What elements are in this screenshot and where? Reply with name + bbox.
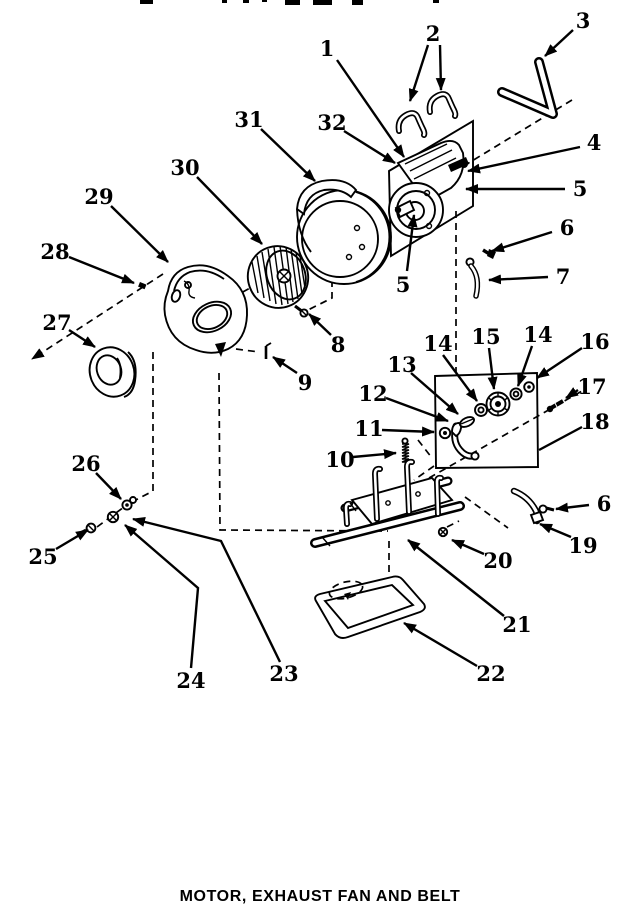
callout-label-7: 7 bbox=[555, 264, 571, 289]
grommet-26 bbox=[122, 497, 136, 510]
callout-label-29: 29 bbox=[84, 184, 114, 209]
callout-leader-24 bbox=[125, 525, 198, 668]
spring-dash bbox=[418, 440, 432, 458]
washer-14-left bbox=[475, 404, 487, 416]
callout-label-1: 1 bbox=[319, 36, 335, 61]
callout-label-6: 6 bbox=[559, 215, 575, 240]
callout-leader-31 bbox=[261, 129, 315, 181]
bolt-17 bbox=[547, 401, 563, 412]
callout-leader-2 bbox=[440, 45, 441, 90]
callout-leader-23 bbox=[133, 519, 280, 662]
motor-illustration bbox=[389, 141, 469, 237]
mounting-clips-illustration bbox=[399, 94, 456, 135]
callout-label-30: 30 bbox=[170, 155, 200, 180]
callout-label-27: 27 bbox=[42, 310, 72, 335]
callout-leader-14 bbox=[518, 346, 532, 386]
callout-label-3: 3 bbox=[575, 8, 591, 33]
callout-label-6: 6 bbox=[596, 491, 612, 516]
felt-ring-illustration bbox=[83, 341, 141, 403]
base-tray-illustration bbox=[315, 576, 425, 638]
callout-label-12: 12 bbox=[358, 381, 388, 406]
callout-leader-9 bbox=[273, 357, 297, 373]
idler-box-illustration bbox=[435, 373, 538, 468]
wire-7 bbox=[471, 266, 477, 296]
screw-6-lower bbox=[539, 505, 554, 512]
callout-leader-6 bbox=[556, 505, 589, 509]
callout-leader-3 bbox=[545, 30, 573, 56]
callout-leader-12 bbox=[386, 398, 448, 421]
grommet-23-24 bbox=[108, 512, 118, 522]
callout-label-22: 22 bbox=[476, 661, 506, 686]
figure-caption: MOTOR, EXHAUST FAN AND BELT bbox=[179, 888, 461, 905]
hose-19 bbox=[514, 491, 543, 523]
callout-label-28: 28 bbox=[40, 239, 70, 264]
screw-8 bbox=[295, 306, 308, 317]
fan-housing-illustration bbox=[297, 180, 391, 284]
callout-label-25: 25 bbox=[28, 544, 58, 569]
callout-leader-15 bbox=[489, 348, 494, 389]
callout-label-31: 31 bbox=[234, 107, 264, 132]
screw20-dash bbox=[447, 521, 459, 527]
belt-illustration bbox=[502, 62, 553, 114]
hose-clamp bbox=[531, 512, 543, 523]
pulley-15 bbox=[487, 393, 510, 416]
callout-leader-26 bbox=[96, 473, 121, 499]
screw-28 bbox=[138, 282, 146, 289]
callout-label-23: 23 bbox=[269, 661, 299, 686]
callout-leader-14 bbox=[443, 355, 477, 401]
callout-leader-1 bbox=[337, 60, 404, 157]
callout-leader-2 bbox=[410, 45, 428, 101]
bracket-to-hose-dash bbox=[465, 497, 508, 528]
idler-arm-end bbox=[471, 452, 478, 459]
callout-leader-18 bbox=[539, 427, 582, 450]
callout-label-10: 10 bbox=[325, 447, 355, 472]
callout-leader-27 bbox=[69, 330, 95, 347]
callout-label-13: 13 bbox=[387, 352, 417, 377]
callout-label-11: 11 bbox=[354, 416, 384, 441]
callout-label-17: 17 bbox=[577, 374, 607, 399]
callout-label-32: 32 bbox=[317, 110, 347, 135]
washer-11 bbox=[440, 428, 450, 438]
callout-label-5: 5 bbox=[572, 176, 588, 201]
callout-leader-7 bbox=[489, 277, 548, 280]
callout-leader-4 bbox=[468, 147, 580, 171]
cropped-header-text-remnant bbox=[140, 0, 439, 5]
callout-label-21: 21 bbox=[502, 612, 532, 637]
cover-to-pin9-dash bbox=[236, 349, 259, 352]
callout-label-20: 20 bbox=[483, 548, 513, 573]
callout-label-19: 19 bbox=[568, 533, 598, 558]
callout-label-18: 18 bbox=[580, 409, 610, 434]
roller-13 bbox=[458, 415, 475, 429]
callout-leader-8 bbox=[309, 314, 331, 335]
callout-leader-25 bbox=[56, 530, 88, 549]
callout-label-8: 8 bbox=[330, 332, 346, 357]
callout-leader-19 bbox=[540, 524, 571, 537]
callout-leader-30 bbox=[197, 177, 262, 244]
exhaust-cover-illustration bbox=[164, 265, 247, 357]
callout-leader-22 bbox=[404, 623, 477, 666]
callout-label-26: 26 bbox=[71, 451, 101, 476]
callout-label-4: 4 bbox=[586, 130, 602, 155]
callout-label-16: 16 bbox=[580, 329, 610, 354]
callout-leader-20 bbox=[452, 540, 484, 554]
callout-leader-28 bbox=[69, 257, 134, 283]
pin-9 bbox=[266, 343, 271, 359]
callout-leader-16 bbox=[537, 348, 582, 378]
callout-leader-6 bbox=[492, 232, 552, 251]
callout-label-2: 2 bbox=[425, 21, 441, 46]
screw-20 bbox=[439, 528, 447, 536]
nut-16 bbox=[524, 382, 534, 392]
callout-label-9: 9 bbox=[297, 370, 313, 395]
callout-leader-29 bbox=[111, 206, 168, 262]
callout-label-15: 15 bbox=[471, 324, 501, 349]
callout-leader-10 bbox=[353, 453, 396, 457]
callout-label-14: 14 bbox=[523, 322, 553, 347]
callout-label-14: 14 bbox=[423, 331, 453, 356]
callout-label-24: 24 bbox=[176, 668, 206, 693]
callout-leader-32 bbox=[344, 131, 395, 163]
screw-25 bbox=[78, 524, 95, 534]
screw-6-upper bbox=[466, 249, 496, 266]
washer-14-right bbox=[510, 388, 521, 399]
callout-label-5: 5 bbox=[395, 272, 411, 297]
callout-leader-11 bbox=[382, 430, 434, 432]
